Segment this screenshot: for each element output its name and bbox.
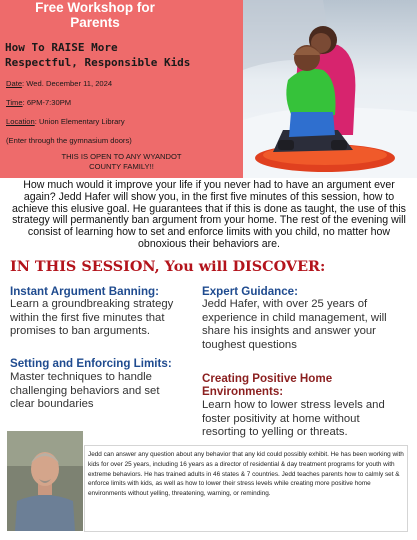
section-title-suffix: :	[167, 357, 172, 370]
section-title-suffix: :	[155, 285, 160, 298]
section-title-line1: Creating Positive Home	[202, 372, 333, 385]
location-line	[6, 117, 125, 126]
body-line: share his insights and answer your	[202, 325, 376, 338]
speaker-portrait-illustration	[7, 431, 83, 531]
body-line: Master techniques to handle	[10, 371, 152, 383]
section-expert-guidance-title: Expert Guidance:	[202, 285, 298, 298]
subtitle-line1: How To RAISE More	[5, 41, 118, 54]
date-value: : Wed. December 11, 2024	[22, 79, 113, 88]
body-line: experience in child management, will	[202, 311, 387, 324]
body-line: challenging behaviors and set	[10, 384, 160, 397]
section-positive-home-body	[202, 399, 414, 440]
time-line	[6, 98, 71, 107]
discover-heading: IN THIS SESSION, You will DISCOVER:	[10, 258, 326, 275]
subtitle-line2: Respectful, Responsible Kids	[5, 56, 191, 69]
body-line: toughest questions	[202, 338, 297, 351]
date-line	[6, 79, 112, 88]
date-label: Date	[6, 79, 23, 88]
body-line: Jedd Hafer, with over 25 years of	[202, 298, 368, 310]
location-value: : Union Elementary Library	[34, 117, 125, 126]
workshop-subtitle	[5, 40, 241, 70]
sledding-photo	[243, 0, 417, 178]
body-line: foster positivity at home without	[202, 412, 360, 425]
sledding-illustration	[243, 0, 417, 178]
intro-paragraph: How much would it improve your life if you never had to have an argument ever again? Jedd Hafer will show you, in the first five minutes of this session, how to achieve this elusive goal. He guarantees that if this is done as taught, the use of this strategy will permanently ban argument from your home. The rest of the evening will consist of learning how to set and enforce limits with you child, no matter how obnoxious their behaviors are.	[12, 179, 406, 250]
body-line: within the first five minutes that	[10, 311, 165, 324]
speaker-portrait	[7, 431, 83, 531]
section-setting-limits-body	[10, 371, 200, 412]
body-line: Learn a groundbreaking strategy	[10, 298, 174, 310]
time-value: : 6PM-7:30PM	[22, 98, 72, 107]
time-label: Time	[6, 98, 23, 107]
section-expert-guidance-body	[202, 298, 414, 352]
body-line: Learn how to lower stress levels and	[202, 399, 385, 411]
open-to-families-line2: COUNTY FAMILY!!	[89, 162, 154, 171]
section-argument-banning-body	[10, 298, 200, 339]
section-title-text: Setting and Enforcing Limits	[10, 357, 168, 370]
body-line: promises to ban arguments.	[10, 325, 151, 338]
section-title-line2: Environments:	[202, 385, 284, 398]
header	[0, 0, 417, 178]
body-line: resorting to yelling or threats.	[202, 426, 348, 439]
header-info-panel	[0, 0, 243, 178]
section-positive-home-title	[202, 372, 332, 398]
section-setting-limits-title	[10, 357, 172, 370]
entrance-note: (Enter through the gymnasium doors)	[6, 136, 132, 145]
section-title-text: Instant Argument Banning	[10, 285, 156, 298]
workshop-title-line1: Free Workshop for	[35, 0, 155, 15]
open-to-families-line1: THIS IS OPEN TO ANY WYANDOT	[61, 152, 182, 161]
location-label: Location	[6, 117, 35, 126]
body-line: clear boundaries	[10, 398, 94, 411]
workshop-title-line2: Parents	[70, 15, 120, 30]
speaker-bio: Jedd can answer any question about any behavior that any kid could possibly exhibit. He has been working with kids for over 25 years, including 16 years as a director of residential & day treatment programs for youth with extreme behaviors. He has trained adults in 46 states & 7 countries. Jedd teaches parents how to calmly set & enforce limits with kids, as well as how to lower their stress levels while creating more positive home environments without yelling, threatening, warning, or reminding.	[88, 451, 404, 498]
section-argument-banning-title	[10, 285, 159, 298]
